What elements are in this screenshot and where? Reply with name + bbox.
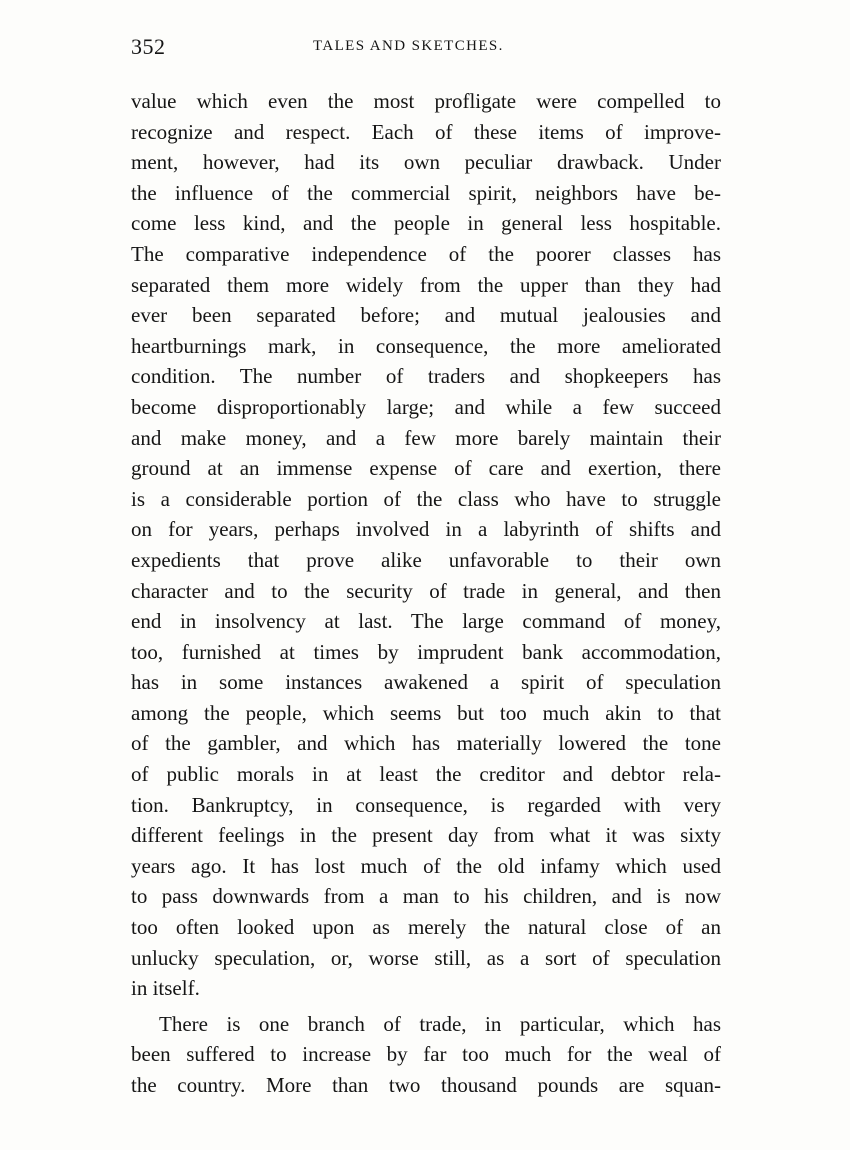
text-line: the country. More than two thousand pounds are squan- (131, 1073, 721, 1097)
text-line: recognize and respect. Each of these items of improve- (131, 119, 721, 144)
text-line: tion. Bankruptcy, in consequence, is regarded with very (131, 792, 721, 817)
text-line: come less kind, and the people in general less hospitable. (131, 211, 721, 236)
text-line: on for years, perhaps involved in a labyrinth of shifts and (131, 517, 721, 542)
text-line: to pass downwards from a man to his children, and is now (131, 884, 721, 909)
text-line: and make money, and a few more barely maintain their (131, 425, 721, 450)
text-line: of public morals in at least the creditor and debtor rela- (131, 762, 721, 787)
text-line: too often looked upon as merely the natural close of an (131, 915, 721, 940)
text-line: There is one branch of trade, in particular, which has (159, 1011, 721, 1036)
running-title: TALES AND SKETCHES. (313, 38, 504, 54)
text-line: the influence of the commercial spirit, neighbors have be- (131, 180, 721, 205)
text-line: too, furnished at times by imprudent bank accommodation, (131, 639, 721, 664)
text-line: in itself. (131, 976, 200, 1001)
text-line: unlucky speculation, or, worse still, as a sort of speculation (131, 945, 721, 970)
text-line: years ago. It has lost much of the old infamy which used (131, 853, 721, 878)
text-line: ground at an immense expense of care and exertion, there (131, 456, 721, 481)
running-head (131, 34, 721, 60)
text-line: of the gambler, and which has materially lowered the tone (131, 731, 721, 756)
text-line: value which even the most profligate were compelled to (131, 89, 721, 113)
text-line: been suffered to increase by far too much for the weal of (131, 1042, 721, 1067)
text-line: character and to the security of trade in general, and then (131, 578, 721, 603)
paragraph-2 (131, 1009, 721, 1101)
text-line: expedients that prove alike unfavorable to their own (131, 547, 721, 572)
text-line: ever been separated before; and mutual jealousies and (131, 303, 721, 328)
text-line: become disproportionably large; and while a few succeed (131, 394, 721, 419)
text-line: end in insolvency at last. The large command of money, (131, 609, 721, 634)
body-text (131, 86, 721, 1101)
text-line: has in some instances awakened a spirit of speculation (131, 670, 721, 695)
page-number: 352 (131, 34, 166, 59)
text-line: The comparative independence of the poorer classes has (131, 241, 721, 266)
text-line: different feelings in the present day from what it was sixty (131, 823, 721, 848)
text-line: separated them more widely from the upper than they had (131, 272, 721, 297)
text-line: among the people, which seems but too much akin to that (131, 700, 721, 725)
text-line: heartburnings mark, in consequence, the more ameliorated (131, 333, 721, 358)
text-line: condition. The number of traders and shopkeepers has (131, 364, 721, 389)
text-line: ment, however, had its own peculiar drawback. Under (131, 150, 721, 175)
text-line: is a considerable portion of the class who have to struggle (131, 486, 721, 511)
paragraph-1 (131, 86, 721, 1004)
